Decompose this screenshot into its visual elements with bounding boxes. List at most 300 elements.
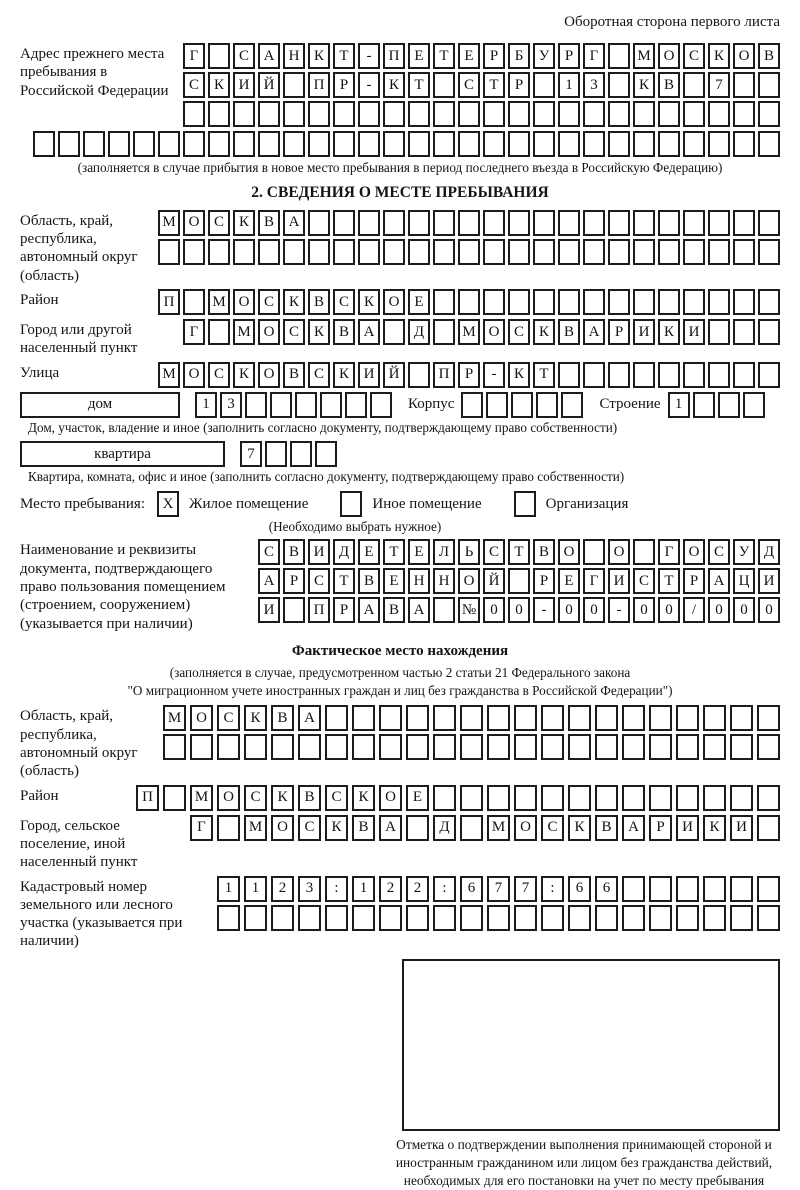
form-cell: С	[458, 72, 480, 98]
form-cell: С	[298, 815, 321, 841]
stay-option-other	[334, 491, 507, 517]
form-cell: В	[758, 43, 780, 69]
form-cell: Г	[658, 539, 680, 565]
form-cell: Е	[558, 568, 580, 594]
form-cell: О	[458, 568, 480, 594]
form-cell: О	[558, 539, 580, 565]
form-cell	[315, 441, 337, 467]
form-cell	[320, 392, 342, 418]
form-cell	[533, 72, 555, 98]
form-cell	[433, 239, 455, 265]
form-cell	[508, 131, 530, 157]
form-cell: С	[508, 319, 530, 345]
form-cell: С	[308, 568, 330, 594]
form-cell: О	[233, 289, 255, 315]
form-cell: Е	[358, 539, 380, 565]
form-cell	[217, 815, 240, 841]
form-cell	[683, 210, 705, 236]
form-cell: М	[458, 319, 480, 345]
form-cell	[308, 131, 330, 157]
apartment-cells	[237, 441, 337, 467]
form-cell: А	[708, 568, 730, 594]
form-cell	[208, 43, 230, 69]
form-cell	[458, 289, 480, 315]
form-cell	[245, 392, 267, 418]
form-cell	[758, 210, 780, 236]
form-cell	[758, 131, 780, 157]
form-cell	[733, 289, 755, 315]
house-caption: Дом, участок, владение и иное (заполнить согласно документу, подтверждающему право собственности)	[28, 419, 618, 435]
form-cell: Т	[658, 568, 680, 594]
district-field	[20, 289, 780, 315]
form-cell: И	[233, 72, 255, 98]
form-cell	[379, 734, 402, 760]
actual-region-row-1	[159, 705, 780, 731]
form-cell	[633, 539, 655, 565]
apartment-row	[20, 441, 780, 467]
region-field	[20, 210, 780, 285]
form-cell	[406, 815, 429, 841]
form-cell: А	[298, 705, 321, 731]
form-cell	[233, 101, 255, 127]
form-cell	[433, 705, 456, 731]
form-cell	[58, 131, 80, 157]
form-cell	[558, 101, 580, 127]
form-cell	[595, 785, 618, 811]
form-cell: 0	[658, 597, 680, 623]
form-cell: О	[733, 43, 755, 69]
form-cell	[608, 239, 630, 265]
form-cell	[183, 131, 205, 157]
form-cell	[433, 131, 455, 157]
form-cell	[758, 72, 780, 98]
form-cell	[608, 131, 630, 157]
actual-city-label: Город, сельское поселение, иной населенный пункт	[20, 817, 138, 871]
form-cell	[258, 131, 280, 157]
form-cell: Й	[383, 362, 405, 388]
form-cell: Й	[483, 568, 505, 594]
form-cell	[379, 705, 402, 731]
form-cell: О	[183, 210, 205, 236]
form-cell	[33, 131, 55, 157]
organization-label: Организация	[545, 495, 629, 512]
form-cell: К	[533, 319, 555, 345]
cadastral-label: Кадастровый номер земельного или лесного участка (указывается при наличии)	[20, 878, 183, 950]
form-cell: 1	[244, 876, 267, 902]
form-cell	[271, 734, 294, 760]
form-cell	[703, 876, 726, 902]
form-cell: Г	[583, 568, 605, 594]
form-cell: К	[244, 705, 267, 731]
form-cell: 1	[195, 392, 217, 418]
form-cell: С	[258, 289, 280, 315]
form-cell	[183, 101, 205, 127]
form-cell	[583, 539, 605, 565]
actual-location-caption-2: "О миграционном учете иностранных граждан и лиц без гражданства в Российской Федерации")	[127, 682, 673, 698]
form-cell	[483, 239, 505, 265]
form-cell	[483, 131, 505, 157]
form-cell: -	[483, 362, 505, 388]
form-cell: Г	[190, 815, 213, 841]
form-cell	[733, 210, 755, 236]
form-cell: К	[271, 785, 294, 811]
form-cell: У	[533, 43, 555, 69]
form-cell	[383, 210, 405, 236]
form-cell	[461, 392, 483, 418]
form-cell	[708, 101, 730, 127]
form-cell: Е	[406, 785, 429, 811]
form-cell: М	[208, 289, 230, 315]
form-cell: В	[595, 815, 618, 841]
form-cell	[408, 131, 430, 157]
prev-address-label: Адрес прежнего места пребывания в Российской Федерации	[20, 46, 169, 99]
form-cell	[683, 131, 705, 157]
form-cell: И	[358, 362, 380, 388]
korpus-cells	[458, 392, 583, 418]
form-cell	[608, 362, 630, 388]
form-cell: Р	[458, 362, 480, 388]
page-corner-note: Оборотная сторона первого листа	[564, 14, 780, 30]
city-row	[180, 319, 780, 345]
form-cell: -	[358, 43, 380, 69]
form-cell: В	[333, 319, 355, 345]
actual-location-title: Фактическое место нахождения	[291, 642, 509, 659]
form-cell	[595, 705, 618, 731]
form-cell	[325, 705, 348, 731]
form-cell: О	[258, 319, 280, 345]
form-cell	[514, 734, 537, 760]
form-cell: Н	[433, 568, 455, 594]
form-cell: О	[683, 539, 705, 565]
form-cell: Д	[433, 815, 456, 841]
form-cell: А	[358, 597, 380, 623]
form-cell	[622, 705, 645, 731]
form-cell	[460, 815, 483, 841]
form-cell: К	[283, 289, 305, 315]
form-cell: №	[458, 597, 480, 623]
form-cell	[133, 131, 155, 157]
form-cell: К	[658, 319, 680, 345]
form-cell: Й	[258, 72, 280, 98]
form-cell: С	[308, 362, 330, 388]
form-cell	[290, 441, 312, 467]
form-cell: В	[283, 539, 305, 565]
form-cell: 0	[508, 597, 530, 623]
form-cell: В	[258, 210, 280, 236]
form-cell: О	[379, 785, 402, 811]
form-cell: Р	[683, 568, 705, 594]
form-cell: С	[217, 705, 240, 731]
form-cell: Р	[283, 568, 305, 594]
form-cell	[608, 101, 630, 127]
actual-region-label: Область, край, республика, автономный округ (область)	[20, 708, 138, 780]
form-cell: К	[568, 815, 591, 841]
form-cell	[208, 319, 230, 345]
form-cell	[352, 705, 375, 731]
form-cell: В	[383, 597, 405, 623]
form-cell	[633, 362, 655, 388]
form-cell	[358, 239, 380, 265]
form-cell	[718, 392, 740, 418]
form-cell: С	[208, 210, 230, 236]
form-cell: М	[633, 43, 655, 69]
actual-region-row-2	[159, 734, 780, 760]
form-cell: К	[703, 815, 726, 841]
stroenie-label: Строение	[599, 396, 661, 413]
document-row-2	[255, 568, 780, 594]
form-cell: О	[190, 705, 213, 731]
form-cell: С	[333, 289, 355, 315]
form-cell	[508, 239, 530, 265]
stamp-caption: Отметка о подтверждении выполнения принимающей стороной и иностранным гражданином или лицом без гражданства действий, необходимых для его постановки на учет по месту пребывания	[395, 1136, 773, 1188]
form-cell: К	[325, 815, 348, 841]
form-cell: К	[383, 72, 405, 98]
district-label: Район	[20, 292, 59, 309]
prev-address-row-3	[180, 101, 780, 127]
form-cell: Р	[333, 597, 355, 623]
form-cell	[183, 239, 205, 265]
region-label: Область, край, республика, автономный округ (область)	[20, 212, 138, 284]
form-cell	[483, 101, 505, 127]
form-cell: А	[283, 210, 305, 236]
form-cell: К	[352, 785, 375, 811]
form-cell	[536, 392, 558, 418]
form-cell	[208, 101, 230, 127]
form-cell	[298, 905, 321, 931]
form-cell	[333, 239, 355, 265]
form-cell	[708, 289, 730, 315]
form-cell	[730, 705, 753, 731]
form-cell	[757, 905, 780, 931]
district-row	[155, 289, 780, 315]
form-cell: Р	[558, 43, 580, 69]
form-cell	[458, 101, 480, 127]
form-cell: И	[608, 568, 630, 594]
prev-address-row-4	[20, 131, 780, 157]
form-cell	[558, 210, 580, 236]
form-cell: С	[683, 43, 705, 69]
form-cell: 1	[558, 72, 580, 98]
form-cell	[683, 362, 705, 388]
form-cell	[298, 734, 321, 760]
form-cell: Д	[333, 539, 355, 565]
form-cell	[608, 289, 630, 315]
form-cell: Т	[333, 43, 355, 69]
form-cell: Д	[408, 319, 430, 345]
form-cell	[258, 239, 280, 265]
form-cell: Р	[333, 72, 355, 98]
form-cell: 1	[668, 392, 690, 418]
form-cell: О	[217, 785, 240, 811]
form-cell	[308, 210, 330, 236]
form-cell: Е	[408, 43, 430, 69]
street-label: Улица	[20, 364, 60, 381]
form-cell: Г	[183, 43, 205, 69]
actual-district-label: Район	[20, 787, 59, 804]
form-cell	[708, 239, 730, 265]
form-cell	[658, 362, 680, 388]
city-field	[20, 319, 780, 358]
form-cell	[258, 101, 280, 127]
form-cell	[758, 239, 780, 265]
form-cell	[295, 392, 317, 418]
form-cell	[433, 597, 455, 623]
form-cell	[733, 101, 755, 127]
form-cell	[325, 905, 348, 931]
stroenie-cells	[665, 392, 765, 418]
form-cell	[408, 210, 430, 236]
form-cell: С	[708, 539, 730, 565]
form-cell: В	[658, 72, 680, 98]
form-cell	[487, 905, 510, 931]
form-cell	[486, 392, 508, 418]
form-cell	[633, 239, 655, 265]
form-cell	[703, 705, 726, 731]
form-cell: Е	[383, 568, 405, 594]
form-cell: А	[408, 597, 430, 623]
form-cell: И	[633, 319, 655, 345]
form-cell: 7	[708, 72, 730, 98]
street-field	[20, 362, 780, 388]
form-cell	[758, 319, 780, 345]
form-cell: С	[233, 43, 255, 69]
form-cell	[158, 131, 180, 157]
form-cell	[163, 785, 186, 811]
form-cell: Р	[483, 43, 505, 69]
form-cell: С	[258, 539, 280, 565]
document-row-1	[255, 539, 780, 565]
form-cell: Е	[458, 43, 480, 69]
cadastral-row-1	[213, 876, 780, 902]
form-cell: 0	[633, 597, 655, 623]
form-cell: К	[308, 43, 330, 69]
form-cell	[158, 239, 180, 265]
form-cell	[358, 101, 380, 127]
form-cell	[693, 392, 715, 418]
form-cell: 2	[406, 876, 429, 902]
form-cell	[758, 289, 780, 315]
form-cell	[208, 131, 230, 157]
form-cell	[333, 101, 355, 127]
form-cell: 0	[483, 597, 505, 623]
cadastral-field	[20, 876, 780, 951]
form-cell	[433, 101, 455, 127]
form-cell	[703, 785, 726, 811]
actual-city-row	[186, 815, 780, 841]
form-cell: Т	[383, 539, 405, 565]
form-cell: 2	[271, 876, 294, 902]
form-cell	[487, 785, 510, 811]
form-cell	[358, 131, 380, 157]
form-cell: Ь	[458, 539, 480, 565]
form-cell	[308, 101, 330, 127]
street-row	[155, 362, 780, 388]
form-cell: О	[183, 362, 205, 388]
form-cell	[508, 101, 530, 127]
form-cell	[568, 705, 591, 731]
city-label: Город или другой населенный пункт	[20, 322, 138, 357]
form-cell: М	[233, 319, 255, 345]
form-cell	[408, 239, 430, 265]
form-cell: 0	[708, 597, 730, 623]
prev-address-row-1	[180, 43, 780, 69]
form-cell: Р	[508, 72, 530, 98]
form-cell	[458, 131, 480, 157]
form-cell	[408, 362, 430, 388]
form-cell	[676, 734, 699, 760]
form-cell: С	[325, 785, 348, 811]
form-cell: П	[383, 43, 405, 69]
form-cell	[233, 131, 255, 157]
form-cell	[658, 210, 680, 236]
prev-address-row-2	[180, 72, 780, 98]
form-cell: И	[730, 815, 753, 841]
form-cell: С	[183, 72, 205, 98]
form-cell	[649, 734, 672, 760]
korpus-label: Корпус	[408, 396, 455, 413]
form-cell: М	[244, 815, 267, 841]
form-cell	[487, 734, 510, 760]
form-cell	[333, 210, 355, 236]
form-cell	[190, 734, 213, 760]
form-cell	[583, 210, 605, 236]
document-field	[20, 539, 780, 632]
form-cell: :	[541, 876, 564, 902]
form-cell: Б	[508, 43, 530, 69]
form-cell	[483, 289, 505, 315]
form-cell	[733, 319, 755, 345]
form-cell	[406, 705, 429, 731]
form-cell: И	[258, 597, 280, 623]
form-cell: К	[508, 362, 530, 388]
form-cell: -	[358, 72, 380, 98]
form-cell: О	[514, 815, 537, 841]
form-cell	[352, 734, 375, 760]
form-cell	[622, 785, 645, 811]
stay-option-organization	[508, 491, 655, 517]
form-cell	[345, 392, 367, 418]
form-cell	[633, 210, 655, 236]
form-cell	[676, 705, 699, 731]
form-cell	[217, 905, 240, 931]
form-cell	[633, 101, 655, 127]
form-cell: Р	[533, 568, 555, 594]
form-cell	[265, 441, 287, 467]
form-cell	[633, 131, 655, 157]
form-cell: Е	[408, 289, 430, 315]
form-cell: 6	[568, 876, 591, 902]
form-cell	[583, 101, 605, 127]
form-cell	[508, 210, 530, 236]
residential-label: Жилое помещение	[189, 495, 309, 512]
form-cell	[83, 131, 105, 157]
form-cell	[379, 905, 402, 931]
prev-address-section	[20, 43, 780, 176]
form-cell: 0	[758, 597, 780, 623]
form-cell: 1	[217, 876, 240, 902]
form-cell	[308, 239, 330, 265]
form-cell: М	[190, 785, 213, 811]
form-cell	[352, 905, 375, 931]
form-cell: В	[533, 539, 555, 565]
form-cell	[708, 362, 730, 388]
form-cell	[541, 734, 564, 760]
form-cell: В	[298, 785, 321, 811]
form-cell	[683, 72, 705, 98]
form-cell	[433, 289, 455, 315]
form-cell: Г	[183, 319, 205, 345]
form-cell: В	[283, 362, 305, 388]
